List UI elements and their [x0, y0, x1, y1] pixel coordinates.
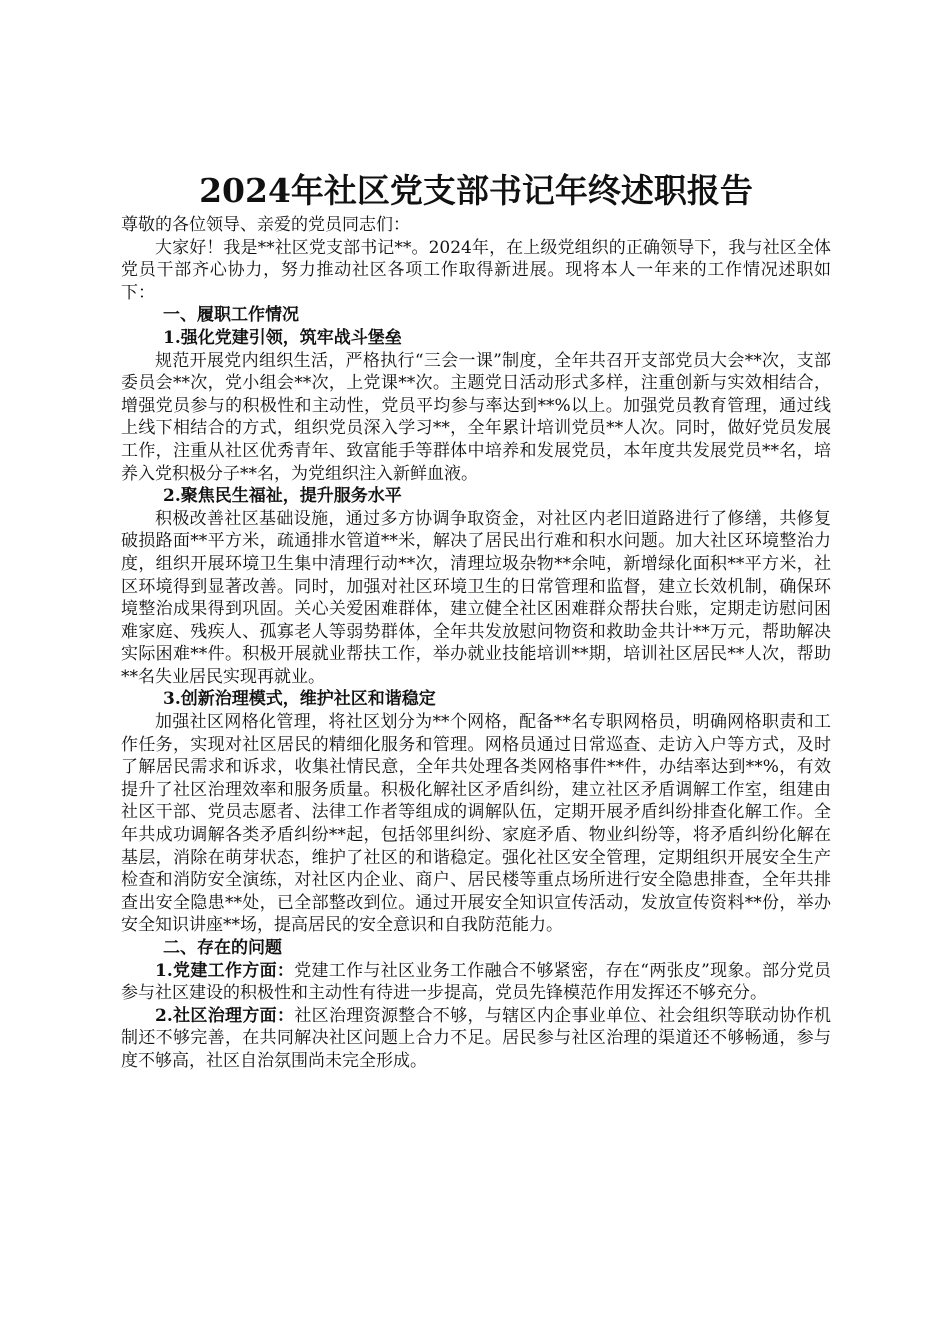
paragraph-livelihood: 积极改善社区基础设施，通过多方协调争取资金，对社区内老旧道路进行了修缮，共修复破损路面**平方米，疏通排水管道**米，解决了居民出行难和积水问题。加大社区环境整治力度，组织开展环境卫生集中清理行动**次，清理垃圾杂物**余吨，新增绿化面积**平方米，社区环境得到显著改善。同时，加强对社区环境卫生的日常管理和监督，建立长效机制，确保环境整治成果得到巩固。关心关爱困难群体，建立健全社区困难群众帮扶台账，定期走访慰问困难家庭、残疾人、孤寡老人等弱势群体，全年共发放慰问物资和救助金共计**万元，帮助解决实际困难**件。积极开展就业帮扶工作，举办就业技能培训**期，培训社区居民**人次，帮助**名失业居民实现再就业。 [121, 508, 831, 687]
paragraph-governance: 加强社区网格化管理，将社区划分为**个网格，配备**名专职网格员，明确网格职责和工作任务，实现对社区居民的精细化服务和管理。网格员通过日常巡查、走访入户等方式，及时了解居民需求和诉求，收集社情民意，全年共处理各类网格事件**件，办结率达到**%，有效提升了社区治理效率和服务质量。积极化解社区矛盾纠纷，建立社区矛盾调解工作室，组建由社区干部、党员志愿者、法律工作者等组成的调解队伍，定期开展矛盾纠纷排查化解工作。全年共成功调解各类矛盾纠纷**起，包括邻里纠纷、家庭矛盾、物业纠纷等，将矛盾纠纷化解在基层，消除在萌芽状态，维护了社区的和谐稳定。强化社区安全管理，定期组织开展安全生产检查和消防安全演练，对社区内企业、商户、居民楼等重点场所进行安全隐患排查，全年共排查出安全隐患**处，已全部整改到位。通过开展安全知识宣传活动，发放宣传资料**份，举办安全知识讲座**场，提高居民的安全意识和自我防范能力。 [121, 712, 831, 936]
document-title: 2024年社区党支部书记年终述职报告 [199, 171, 753, 210]
problem-lead-party-work: 1.党建工作方面： [155, 960, 295, 981]
section-heading-duties: 一、履职工作情况 [163, 305, 299, 326]
subsection-heading-party-building: 1.强化党建引领，筑牢战斗堡垒 [163, 327, 402, 348]
problem-lead-governance: 2.社区治理方面： [155, 1005, 295, 1026]
document-page [121, 168, 831, 1073]
problem-text-party-work: 党建工作与社区业务工作融合不够紧密，存在“两张皮”现象。部分党员参与社区建设的积极性和主动性有待进一步提高，党员先锋模范作用发挥还不够充分。 [121, 960, 831, 1004]
problem-text-governance: 社区治理资源整合不够，与辖区内企事业单位、社会组织等联动协作机制还不够完善，在共同解决社区问题上合力不足。居民参与社区治理的渠道还不够畅通，参与度不够高，社区自治氛围尚未完全形成。 [121, 1005, 831, 1071]
paragraph-party-building: 规范开展党内组织生活，严格执行“三会一课”制度，全年共召开支部党员大会**次，支部委员会**次，党小组会**次，上党课**次。主题党日活动形式多样，注重创新与实效相结合，增强党员参与的积极性和主动性，党员平均参与率达到**%以上。加强党员教育管理，通过线上线下相结合的方式，组织党员深入学习**，全年累计培训党员**人次。同时，做好党员发展工作，注重从社区优秀青年、致富能手等群体中培养和发展党员，本年度共发展党员**名，培养入党积极分子**名，为党组织注入新鲜血液。 [121, 350, 831, 484]
problem-item-governance [121, 1005, 831, 1073]
problem-item-party-work [121, 960, 831, 1005]
subsection-heading-livelihood: 2.聚焦民生福祉，提升服务水平 [163, 486, 402, 507]
section-heading-problems: 二、存在的问题 [163, 938, 282, 958]
salutation: 尊敬的各位领导、亲爱的党员同志们： [121, 215, 410, 235]
subsection-heading-governance: 3.创新治理模式，维护社区和谐稳定 [163, 689, 436, 710]
intro-paragraph: 大家好！我是**社区党支部书记**。2024年，在上级党组织的正确领导下，我与社区全体党员干部齐心协力，努力推动社区各项工作取得新进展。现将本人一年来的工作情况述职如下： [121, 237, 831, 303]
